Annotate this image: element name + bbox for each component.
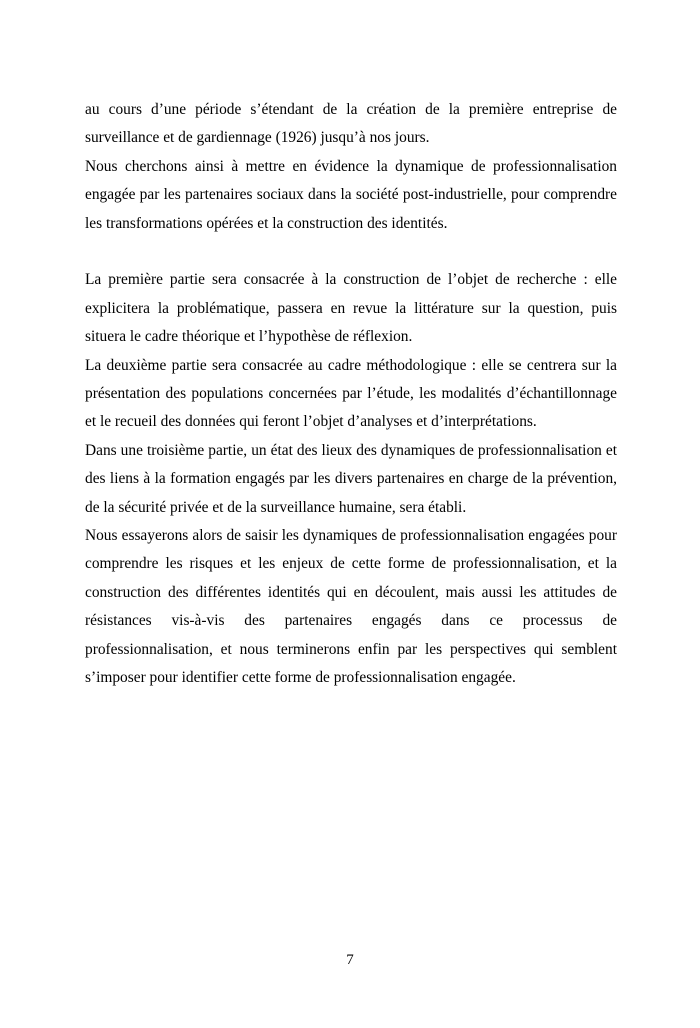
page-number: 7 (346, 952, 354, 968)
paragraph-continuation: au cours d’une période s’étendant de la création de la première entreprise de surveillance et de gardiennage (1926) jusqu’à nos jours. (85, 101, 617, 147)
paragraph-part-two: La deuxième partie sera consacrée au cadre méthodologique : elle se centrera sur la présentation des populations concernées par l’étude, les modalités d’échantillonnage et le recueil des données qui feront l’objet d’analyses et d’interprétations. (85, 356, 617, 431)
paragraph-conclusion: Nous essayerons alors de saisir les dynamiques de professionnalisation engagées pour comprendre les risques et les enjeux de cette forme de professionnalisation, et la construction des différentes identités qui en découlent, mais aussi les attitudes de résistances vis-à-vis des partenaires engagés dans ce processus de professionnalisation, et nous terminerons enfin par les perspectives qui semblent s’imposer pour identifier cette forme de professionnalisation engagée. (85, 527, 617, 687)
body-text (85, 96, 617, 693)
paragraph-gap (85, 238, 617, 266)
paragraph-part-three: Dans une troisième partie, un état des lieux des dynamiques de professionnalisation et des liens à la formation engagés par les divers partenaires en charge de la prévention, de la sécurité privée et de la surveillance humaine, sera établi. (85, 441, 617, 516)
paragraph-objective: Nous cherchons ainsi à mettre en évidence la dynamique de professionnalisation engagée par les partenaires sociaux dans la société post-industrielle, pour comprendre les transformations opérées et la construction des identités. (85, 157, 617, 232)
paragraph-part-one: La première partie sera consacrée à la construction de l’objet de recherche : elle explicitera la problématique, passera en revue la littérature sur la question, puis situera le cadre théorique et l’hypothèse de réflexion. (85, 271, 617, 346)
